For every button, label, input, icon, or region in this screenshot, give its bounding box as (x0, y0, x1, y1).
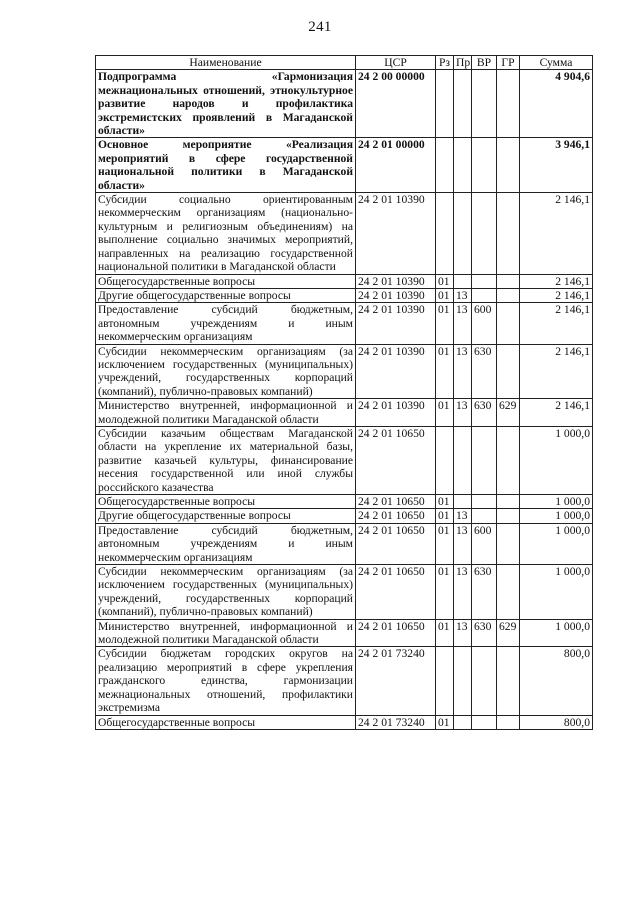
cell-vr (472, 647, 497, 715)
cell-sum: 2 146,1 (520, 399, 593, 427)
cell-code: 24 2 01 73240 (356, 715, 436, 729)
table-row (96, 523, 593, 564)
cell-pr (454, 647, 472, 715)
cell-rz (436, 426, 454, 494)
cell-sum: 2 146,1 (520, 193, 593, 274)
cell-name: Предоставление субсидий бюджетным, автономным учреждениям и иным некоммерческим организациям (96, 303, 356, 344)
cell-vr (472, 274, 497, 288)
cell-code: 24 2 01 10650 (356, 619, 436, 647)
cell-sum: 1 000,0 (520, 523, 593, 564)
header-gr: ГР (497, 56, 520, 70)
cell-rz: 01 (436, 399, 454, 427)
cell-pr (454, 70, 472, 138)
cell-vr: 630 (472, 344, 497, 399)
cell-code: 24 2 01 10390 (356, 344, 436, 399)
cell-rz: 01 (436, 303, 454, 344)
cell-pr: 13 (454, 344, 472, 399)
cell-vr (472, 288, 497, 302)
table-row (96, 426, 593, 494)
cell-vr: 630 (472, 565, 497, 620)
cell-name: Другие общегосударственные вопросы (96, 509, 356, 523)
cell-gr (497, 274, 520, 288)
table-row (96, 344, 593, 399)
cell-pr: 13 (454, 565, 472, 620)
cell-vr (472, 138, 497, 193)
cell-rz: 01 (436, 509, 454, 523)
table-row (96, 509, 593, 523)
cell-gr (497, 523, 520, 564)
cell-code: 24 2 01 10390 (356, 399, 436, 427)
cell-name: Министерство внутренней, информационной и молодежной политики Магаданской области (96, 399, 356, 427)
cell-vr (472, 509, 497, 523)
cell-vr (472, 495, 497, 509)
cell-pr (454, 495, 472, 509)
header-pr: Пр (454, 56, 472, 70)
cell-pr: 13 (454, 523, 472, 564)
cell-sum: 4 904,6 (520, 70, 593, 138)
cell-rz: 01 (436, 715, 454, 729)
table-row (96, 495, 593, 509)
cell-gr (497, 288, 520, 302)
cell-code: 24 2 01 10650 (356, 495, 436, 509)
cell-vr (472, 426, 497, 494)
cell-sum: 3 946,1 (520, 138, 593, 193)
cell-gr (497, 303, 520, 344)
cell-rz: 01 (436, 274, 454, 288)
cell-sum: 2 146,1 (520, 274, 593, 288)
cell-name: Общегосударственные вопросы (96, 495, 356, 509)
cell-gr (497, 565, 520, 620)
table-body (96, 70, 593, 730)
table-row (96, 619, 593, 647)
cell-rz (436, 138, 454, 193)
cell-code: 24 2 01 10390 (356, 303, 436, 344)
header-sum: Сумма (520, 56, 593, 70)
header-row (96, 56, 593, 70)
cell-sum: 1 000,0 (520, 495, 593, 509)
cell-name: Субсидии некоммерческим организациям (за исключением государственных (муниципальных) учреждений, государственных корпораций (компаний), публично-правовых компаний) (96, 344, 356, 399)
cell-gr (497, 344, 520, 399)
cell-gr (497, 193, 520, 274)
cell-code: 24 2 01 73240 (356, 647, 436, 715)
cell-pr (454, 193, 472, 274)
cell-pr: 13 (454, 399, 472, 427)
cell-sum: 2 146,1 (520, 303, 593, 344)
cell-code: 24 2 01 10650 (356, 565, 436, 620)
cell-name: Общегосударственные вопросы (96, 274, 356, 288)
cell-name: Субсидии казачьим обществам Магаданской области на укрепление их материальной базы, развитие казачьей культуры, финансирование несения государственной или иной службы российского казачества (96, 426, 356, 494)
cell-rz: 01 (436, 565, 454, 620)
cell-name: Субсидии бюджетам городских округов на реализацию мероприятий в сфере укрепления гражданского единства, гармонизации межнациональных отношений, профилактики экстремизма (96, 647, 356, 715)
cell-sum: 800,0 (520, 647, 593, 715)
cell-rz (436, 193, 454, 274)
cell-name: Предоставление субсидий бюджетным, автономным учреждениям и иным некоммерческим организациям (96, 523, 356, 564)
table-row (96, 70, 593, 138)
table-row (96, 715, 593, 729)
header-vr: ВР (472, 56, 497, 70)
cell-vr: 630 (472, 619, 497, 647)
table-row (96, 288, 593, 302)
cell-rz (436, 70, 454, 138)
cell-name: Основное мероприятие «Реализация мероприятий в сфере государственной национальной политики в Магаданской области» (96, 138, 356, 193)
cell-pr: 13 (454, 288, 472, 302)
cell-code: 24 2 01 10390 (356, 274, 436, 288)
cell-vr (472, 715, 497, 729)
cell-code: 24 2 01 00000 (356, 138, 436, 193)
cell-pr (454, 138, 472, 193)
cell-gr (497, 715, 520, 729)
cell-pr (454, 715, 472, 729)
cell-gr: 629 (497, 619, 520, 647)
cell-code: 24 2 01 10650 (356, 426, 436, 494)
cell-code: 24 2 01 10650 (356, 509, 436, 523)
page-number: 241 (308, 19, 332, 35)
cell-gr: 629 (497, 399, 520, 427)
header-rz: Рз (436, 56, 454, 70)
table-row (96, 565, 593, 620)
cell-code: 24 2 01 10650 (356, 523, 436, 564)
cell-vr: 600 (472, 303, 497, 344)
cell-sum: 2 146,1 (520, 344, 593, 399)
cell-pr: 13 (454, 619, 472, 647)
table-row (96, 274, 593, 288)
header-code: ЦСР (356, 56, 436, 70)
table-row (96, 193, 593, 274)
table-row (96, 138, 593, 193)
cell-sum: 1 000,0 (520, 426, 593, 494)
budget-table (95, 55, 593, 730)
cell-name: Министерство внутренней, информационной и молодежной политики Магаданской области (96, 619, 356, 647)
cell-gr (497, 509, 520, 523)
cell-code: 24 2 01 10390 (356, 193, 436, 274)
header-name: Наименование (96, 56, 356, 70)
cell-gr (497, 70, 520, 138)
cell-name: Субсидии некоммерческим организациям (за исключением государственных (муниципальных) учреждений, государственных корпораций (компаний), публично-правовых компаний) (96, 565, 356, 620)
cell-pr: 13 (454, 509, 472, 523)
cell-name: Другие общегосударственные вопросы (96, 288, 356, 302)
cell-rz: 01 (436, 523, 454, 564)
cell-pr (454, 274, 472, 288)
cell-rz (436, 647, 454, 715)
cell-pr (454, 426, 472, 494)
table-row (96, 303, 593, 344)
cell-name: Общегосударственные вопросы (96, 715, 356, 729)
cell-sum: 1 000,0 (520, 509, 593, 523)
cell-code: 24 2 00 00000 (356, 70, 436, 138)
cell-sum: 800,0 (520, 715, 593, 729)
cell-rz: 01 (436, 495, 454, 509)
cell-rz: 01 (436, 619, 454, 647)
cell-pr: 13 (454, 303, 472, 344)
cell-vr: 600 (472, 523, 497, 564)
cell-rz: 01 (436, 344, 454, 399)
cell-gr (497, 426, 520, 494)
table-row (96, 647, 593, 715)
table-row (96, 399, 593, 427)
cell-sum: 1 000,0 (520, 565, 593, 620)
cell-sum: 1 000,0 (520, 619, 593, 647)
cell-code: 24 2 01 10390 (356, 288, 436, 302)
cell-vr (472, 193, 497, 274)
cell-vr (472, 70, 497, 138)
cell-vr: 630 (472, 399, 497, 427)
cell-gr (497, 647, 520, 715)
cell-name: Подпрограмма «Гармонизация межнациональных отношений, этнокультурное развитие народов и профилактика экстремистских проявлений в Магаданской области» (96, 70, 356, 138)
cell-sum: 2 146,1 (520, 288, 593, 302)
cell-gr (497, 495, 520, 509)
cell-gr (497, 138, 520, 193)
cell-rz: 01 (436, 288, 454, 302)
cell-name: Субсидии социально ориентированным некоммерческим организациям (национально-культурным и религиозным объединениям) на выполнение социально значимых мероприятий, направленных на реализацию государственной национальной политики в Магаданской области (96, 193, 356, 274)
